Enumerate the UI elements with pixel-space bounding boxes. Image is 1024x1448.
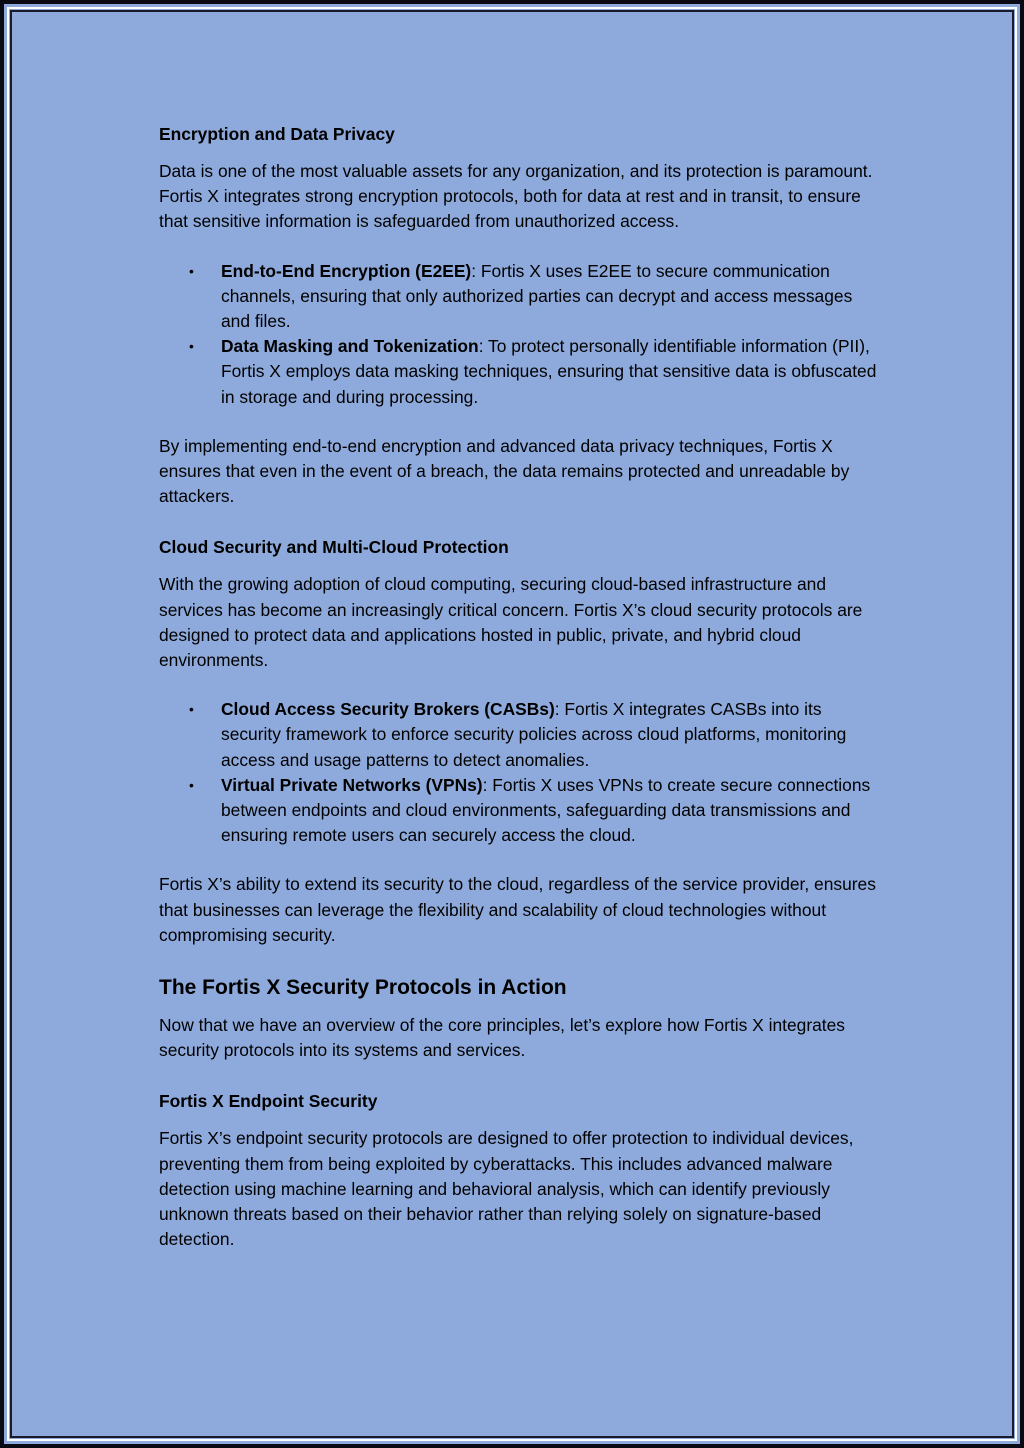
list-item bbox=[189, 259, 879, 335]
bullet-icon: • bbox=[189, 338, 194, 355]
list-item bbox=[189, 773, 879, 849]
paragraph-protocols-intro: Now that we have an overview of the core principles, let’s explore how Fortis X integrates security protocols into its systems and services. bbox=[159, 1015, 845, 1061]
heading-cloud: Cloud Security and Multi-Cloud Protection bbox=[159, 537, 509, 558]
bullet-icon: • bbox=[189, 262, 194, 279]
list-item-term: End-to-End Encryption (E2EE) bbox=[221, 260, 472, 281]
paragraph-endpoint-body: Fortis X’s endpoint security protocols are designed to offer protection to individual devices, preventing them from being exploited by cyberattacks. This includes advanced malware detection using machine learning and behavioral analysis, which can identify previously unknown threats based on their behavior rather than relying solely on signature-based detection. bbox=[159, 1128, 854, 1250]
list-item-text: : To protect personally identifiable information (PII), Fortis X employs data masking techniques, ensuring that sensitive data is obfuscated in storage and during processing. bbox=[221, 336, 877, 407]
list-encryption bbox=[159, 259, 879, 410]
heading-endpoint: Fortis X Endpoint Security bbox=[159, 1091, 378, 1112]
bullet-icon: • bbox=[189, 701, 194, 718]
list-item bbox=[189, 334, 879, 410]
list-item bbox=[189, 697, 879, 773]
paragraph-encryption-intro: Data is one of the most valuable assets for any organization, and its protection is paramount. Fortis X integrates strong encryption protocols, both for data at rest and in transit, to ensure that sensitive information is safeguarded from unauthorized access. bbox=[159, 161, 873, 232]
list-item-term: Data Masking and Tokenization bbox=[221, 336, 479, 357]
list-item-term: Cloud Access Security Brokers (CASBs) bbox=[221, 699, 555, 720]
list-item-text: : Fortis X uses VPNs to create secure connections between endpoints and cloud environments, safeguarding data transmissions and ensuring remote users can securely access the cloud. bbox=[221, 774, 871, 846]
list-cloud bbox=[159, 697, 879, 848]
list-item-term: Virtual Private Networks (VPNs) bbox=[221, 774, 483, 795]
list-item-text: : Fortis X integrates CASBs into its security framework to enforce security policies across cloud platforms, monitoring access and usage patterns to detect anomalies. bbox=[221, 699, 847, 770]
document-content bbox=[159, 122, 879, 1253]
list-item-text: : Fortis X uses E2EE to secure communication channels, ensuring that only authorized parties can decrypt and access messages and files. bbox=[221, 260, 853, 332]
heading-encryption: Encryption and Data Privacy bbox=[159, 124, 395, 144]
bullet-icon: • bbox=[189, 776, 194, 793]
paragraph-encryption-outro: By implementing end-to-end encryption and advanced data privacy techniques, Fortis X ensures that even in the event of a breach, the data remains protected and unreadable by attackers. bbox=[159, 435, 850, 507]
paragraph-cloud-outro: Fortis X’s ability to extend its security to the cloud, regardless of the service provider, ensures that businesses can leverage the flexibility and scalability of cloud technologies without compromising security. bbox=[159, 874, 876, 945]
paragraph-cloud-intro: With the growing adoption of cloud computing, securing cloud-based infrastructure and services has become an increasingly critical concern. Fortis X’s cloud security protocols are designed to protect data and applications hosted in public, private, and hybrid cloud environments. bbox=[159, 574, 863, 671]
heading-protocols: The Fortis X Security Protocols in Action bbox=[159, 976, 567, 1000]
